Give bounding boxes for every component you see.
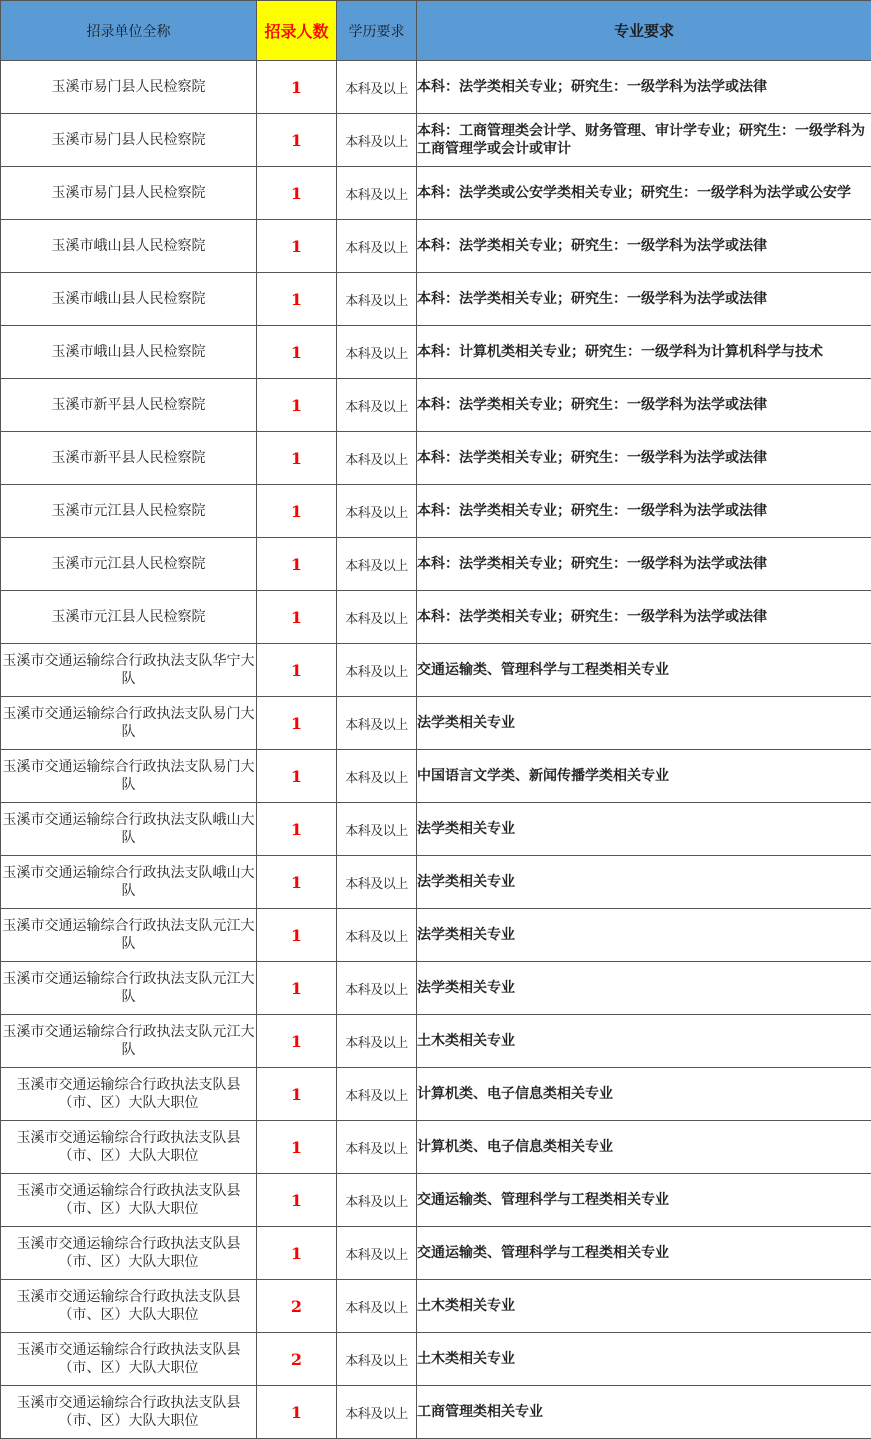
cell-unit: 玉溪市元江县人民检察院 (1, 591, 257, 644)
cell-count: 1 (257, 1174, 337, 1227)
cell-education: 本科及以上 (337, 167, 417, 220)
cell-education: 本科及以上 (337, 697, 417, 750)
table-row (1, 1386, 871, 1439)
cell-education: 本科及以上 (337, 856, 417, 909)
cell-unit: 玉溪市交通运输综合行政执法支队元江大队 (1, 1015, 257, 1068)
cell-count: 1 (257, 697, 337, 750)
cell-education: 本科及以上 (337, 326, 417, 379)
cell-education: 本科及以上 (337, 432, 417, 485)
table-row (1, 962, 871, 1015)
cell-major: 本科：计算机类相关专业；研究生：一级学科为计算机科学与技术 (417, 326, 871, 379)
cell-major: 土木类相关专业 (417, 1333, 871, 1386)
cell-major: 法学类相关专业 (417, 697, 871, 750)
cell-major: 本科：法学类相关专业；研究生：一级学科为法学或法律 (417, 61, 871, 114)
table-row (1, 1280, 871, 1333)
cell-unit: 玉溪市峨山县人民检察院 (1, 273, 257, 326)
table-row (1, 379, 871, 432)
cell-count: 1 (257, 273, 337, 326)
header-count: 招录人数 (257, 1, 337, 61)
cell-education: 本科及以上 (337, 1068, 417, 1121)
cell-education: 本科及以上 (337, 1227, 417, 1280)
cell-education: 本科及以上 (337, 1333, 417, 1386)
cell-unit: 玉溪市交通运输综合行政执法支队县（市、区）大队大职位 (1, 1386, 257, 1439)
cell-count: 1 (257, 909, 337, 962)
table-row (1, 750, 871, 803)
cell-count: 1 (257, 856, 337, 909)
header-major: 专业要求 (417, 1, 871, 61)
table-row (1, 803, 871, 856)
table-row (1, 1015, 871, 1068)
table-row (1, 1068, 871, 1121)
cell-major: 本科：法学类相关专业；研究生：一级学科为法学或法律 (417, 538, 871, 591)
cell-education: 本科及以上 (337, 379, 417, 432)
cell-major: 交通运输类、管理科学与工程类相关专业 (417, 644, 871, 697)
table-row (1, 1333, 871, 1386)
cell-education: 本科及以上 (337, 591, 417, 644)
cell-count: 1 (257, 326, 337, 379)
table-row (1, 909, 871, 962)
table-row (1, 591, 871, 644)
header-unit: 招录单位全称 (1, 1, 257, 61)
cell-major: 法学类相关专业 (417, 962, 871, 1015)
cell-count: 1 (257, 1121, 337, 1174)
cell-major: 本科：法学类相关专业；研究生：一级学科为法学或法律 (417, 485, 871, 538)
cell-unit: 玉溪市交通运输综合行政执法支队华宁大队 (1, 644, 257, 697)
cell-education: 本科及以上 (337, 538, 417, 591)
cell-unit: 玉溪市峨山县人民检察院 (1, 220, 257, 273)
cell-major: 本科：法学类相关专业；研究生：一级学科为法学或法律 (417, 273, 871, 326)
table-row (1, 697, 871, 750)
cell-education: 本科及以上 (337, 1015, 417, 1068)
cell-count: 1 (257, 750, 337, 803)
cell-count: 1 (257, 167, 337, 220)
cell-unit: 玉溪市交通运输综合行政执法支队易门大队 (1, 697, 257, 750)
cell-major: 法学类相关专业 (417, 856, 871, 909)
cell-unit: 玉溪市新平县人民检察院 (1, 379, 257, 432)
cell-education: 本科及以上 (337, 114, 417, 167)
table-row (1, 644, 871, 697)
cell-education: 本科及以上 (337, 1280, 417, 1333)
table-row (1, 1121, 871, 1174)
cell-unit: 玉溪市交通运输综合行政执法支队县（市、区）大队大职位 (1, 1174, 257, 1227)
cell-education: 本科及以上 (337, 1174, 417, 1227)
cell-count: 2 (257, 1280, 337, 1333)
cell-education: 本科及以上 (337, 1386, 417, 1439)
cell-unit: 玉溪市交通运输综合行政执法支队县（市、区）大队大职位 (1, 1068, 257, 1121)
cell-count: 1 (257, 962, 337, 1015)
cell-count: 1 (257, 1386, 337, 1439)
table-row (1, 432, 871, 485)
cell-education: 本科及以上 (337, 909, 417, 962)
cell-count: 1 (257, 591, 337, 644)
cell-major: 法学类相关专业 (417, 803, 871, 856)
cell-count: 1 (257, 644, 337, 697)
cell-unit: 玉溪市易门县人民检察院 (1, 114, 257, 167)
cell-unit: 玉溪市交通运输综合行政执法支队易门大队 (1, 750, 257, 803)
cell-education: 本科及以上 (337, 61, 417, 114)
table-row (1, 61, 871, 114)
cell-major: 计算机类、电子信息类相关专业 (417, 1121, 871, 1174)
cell-unit: 玉溪市峨山县人民检察院 (1, 326, 257, 379)
cell-unit: 玉溪市易门县人民检察院 (1, 61, 257, 114)
table-row (1, 1227, 871, 1280)
cell-unit: 玉溪市交通运输综合行政执法支队元江大队 (1, 962, 257, 1015)
cell-unit: 玉溪市元江县人民检察院 (1, 485, 257, 538)
cell-major: 本科：法学类相关专业；研究生：一级学科为法学或法律 (417, 379, 871, 432)
header-education: 学历要求 (337, 1, 417, 61)
cell-count: 1 (257, 485, 337, 538)
cell-major: 本科：法学类相关专业；研究生：一级学科为法学或法律 (417, 220, 871, 273)
cell-education: 本科及以上 (337, 273, 417, 326)
cell-major: 本科：法学类相关专业；研究生：一级学科为法学或法律 (417, 432, 871, 485)
cell-unit: 玉溪市元江县人民检察院 (1, 538, 257, 591)
cell-count: 1 (257, 1015, 337, 1068)
cell-unit: 玉溪市交通运输综合行政执法支队县（市、区）大队大职位 (1, 1227, 257, 1280)
cell-major: 计算机类、电子信息类相关专业 (417, 1068, 871, 1121)
table-row (1, 273, 871, 326)
cell-count: 1 (257, 1227, 337, 1280)
cell-education: 本科及以上 (337, 644, 417, 697)
cell-unit: 玉溪市交通运输综合行政执法支队县（市、区）大队大职位 (1, 1121, 257, 1174)
cell-major: 土木类相关专业 (417, 1015, 871, 1068)
cell-education: 本科及以上 (337, 1121, 417, 1174)
cell-count: 1 (257, 61, 337, 114)
cell-education: 本科及以上 (337, 485, 417, 538)
cell-unit: 玉溪市交通运输综合行政执法支队县（市、区）大队大职位 (1, 1333, 257, 1386)
cell-major: 土木类相关专业 (417, 1280, 871, 1333)
table-row (1, 114, 871, 167)
cell-count: 1 (257, 1068, 337, 1121)
cell-major: 中国语言文学类、新闻传播学类相关专业 (417, 750, 871, 803)
cell-education: 本科及以上 (337, 962, 417, 1015)
cell-education: 本科及以上 (337, 803, 417, 856)
table-row (1, 856, 871, 909)
cell-count: 1 (257, 220, 337, 273)
table-row (1, 1174, 871, 1227)
cell-count: 1 (257, 803, 337, 856)
cell-count: 1 (257, 432, 337, 485)
cell-major: 本科：法学类或公安学类相关专业；研究生：一级学科为法学或公安学 (417, 167, 871, 220)
table-row (1, 220, 871, 273)
cell-education: 本科及以上 (337, 750, 417, 803)
cell-major: 法学类相关专业 (417, 909, 871, 962)
table-row (1, 167, 871, 220)
table-body (1, 61, 871, 1439)
cell-unit: 玉溪市交通运输综合行政执法支队县（市、区）大队大职位 (1, 1280, 257, 1333)
cell-count: 1 (257, 538, 337, 591)
cell-count: 2 (257, 1333, 337, 1386)
cell-unit: 玉溪市交通运输综合行政执法支队元江大队 (1, 909, 257, 962)
cell-major: 工商管理类相关专业 (417, 1386, 871, 1439)
cell-major: 交通运输类、管理科学与工程类相关专业 (417, 1174, 871, 1227)
table-row (1, 485, 871, 538)
cell-count: 1 (257, 114, 337, 167)
cell-unit: 玉溪市交通运输综合行政执法支队峨山大队 (1, 803, 257, 856)
cell-education: 本科及以上 (337, 220, 417, 273)
cell-major: 本科：法学类相关专业；研究生：一级学科为法学或法律 (417, 591, 871, 644)
table-header-row (1, 1, 871, 61)
cell-unit: 玉溪市新平县人民检察院 (1, 432, 257, 485)
cell-count: 1 (257, 379, 337, 432)
cell-major: 本科：工商管理类会计学、财务管理、审计学专业；研究生：一级学科为工商管理学或会计或审计 (417, 114, 871, 167)
table-row (1, 326, 871, 379)
cell-unit: 玉溪市易门县人民检察院 (1, 167, 257, 220)
table-row (1, 538, 871, 591)
cell-major: 交通运输类、管理科学与工程类相关专业 (417, 1227, 871, 1280)
cell-unit: 玉溪市交通运输综合行政执法支队峨山大队 (1, 856, 257, 909)
